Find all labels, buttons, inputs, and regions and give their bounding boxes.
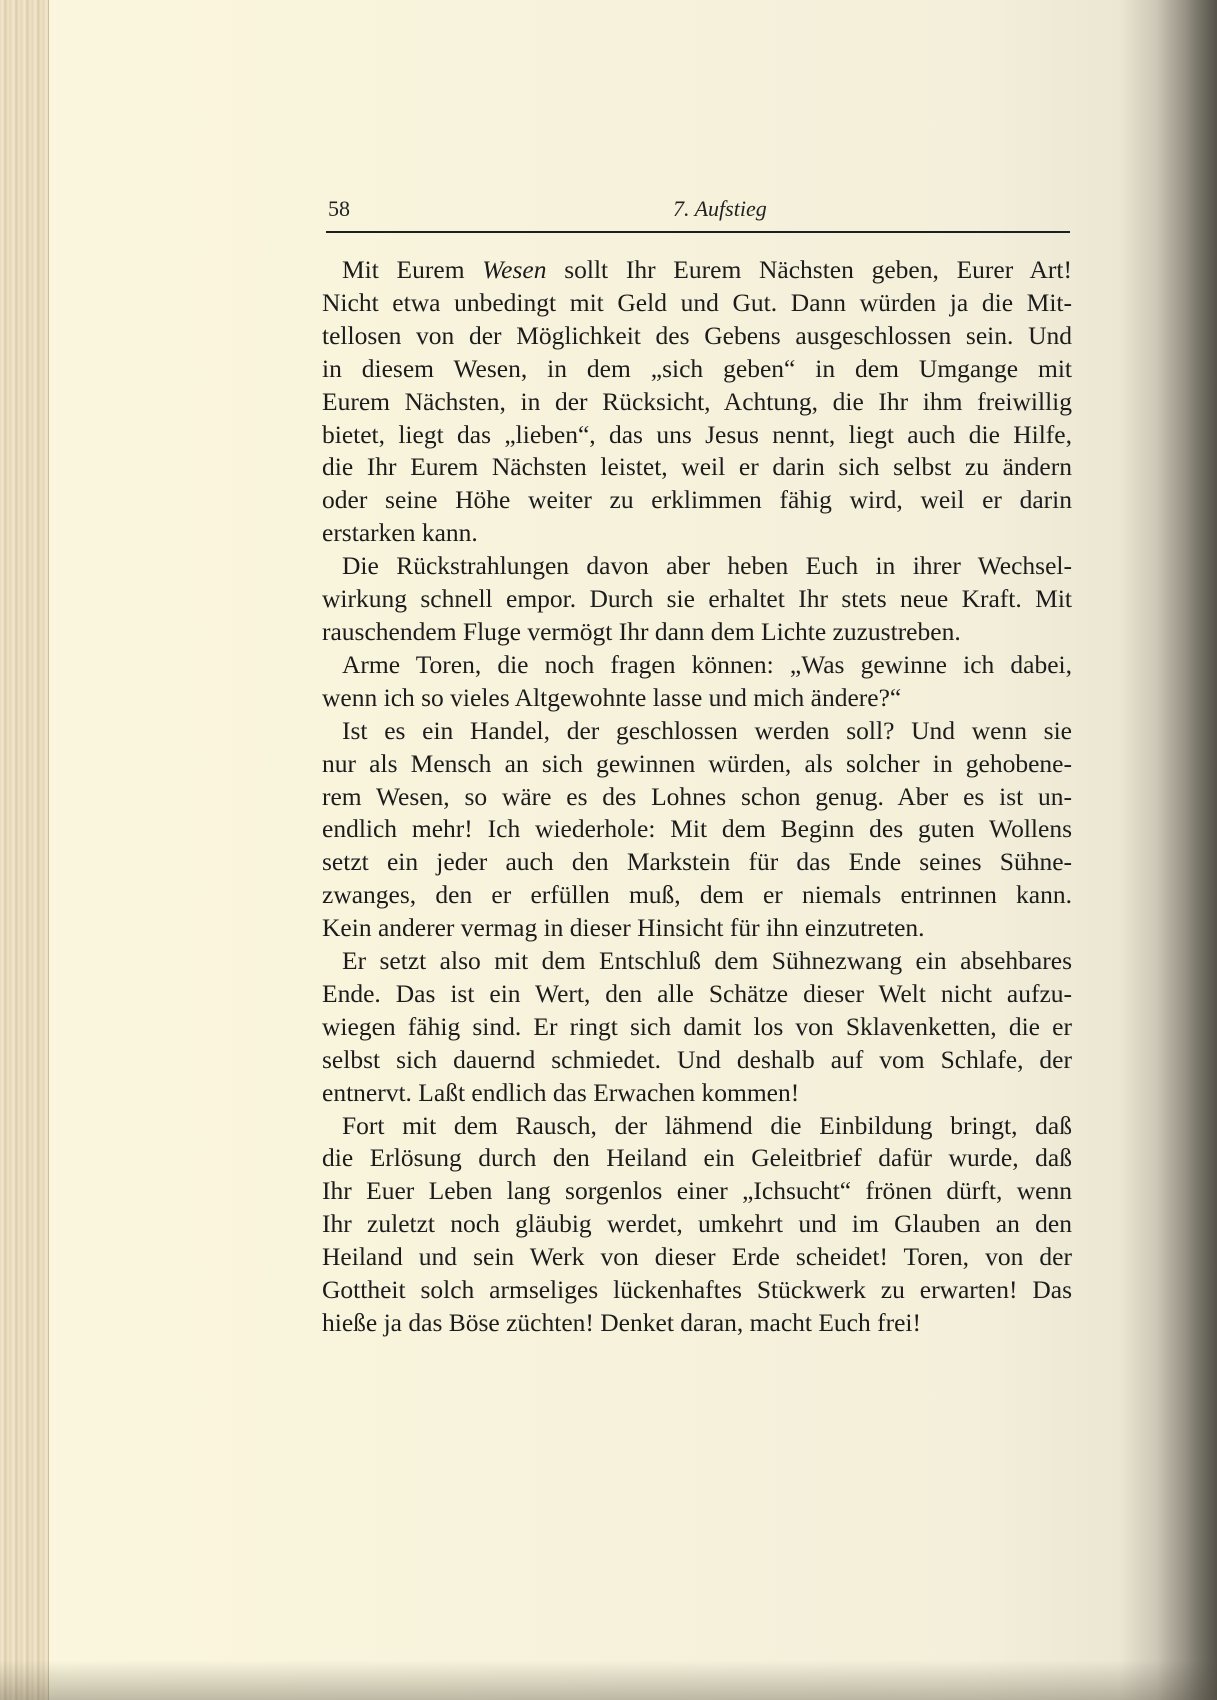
paragraph (322, 715, 1072, 945)
text-line: Nicht etwa unbedingt mit Geld und Gut. Dann würden ja die Mit- (322, 287, 1072, 317)
text-line: hieße ja das Böse züchten! Denket daran, macht Euch frei! (322, 1308, 921, 1337)
paragraph (322, 254, 1072, 550)
text-line: Fort mit dem Rausch, der lähmend die Einbildung bringt, daß (342, 1110, 1072, 1140)
text-line: Mit Eurem Wesen sollt Ihr Eurem Nächsten geben, Eurer Art! (342, 255, 1072, 284)
text-line: Arme Toren, die noch fragen können: „Was gewinne ich dabei, (342, 649, 1072, 679)
paragraph (322, 550, 1072, 649)
text-line: Gottheit solch armseliges lückenhaftes Stückwerk zu erwarten! Das (322, 1275, 1072, 1305)
text-line: wiegen fähig sind. Er ringt sich damit los von Sklavenketten, die er (322, 1011, 1072, 1041)
text-line: endlich mehr! Ich wiederhole: Mit dem Beginn des guten Wollens (322, 814, 1072, 844)
text-line: rem Wesen, so wäre es des Lohnes schon genug. Aber es ist un- (322, 781, 1072, 811)
bottom-shadow (0, 1660, 1217, 1700)
page-stack-edge (0, 0, 49, 1700)
text-line: die Ihr Eurem Nächsten leistet, weil er darin sich selbst zu ändern (322, 452, 1072, 482)
emphasized-word: Wesen (482, 255, 547, 284)
text-line: entnervt. Laßt endlich das Erwachen kommen! (322, 1077, 800, 1107)
page-number: 58 (328, 196, 350, 221)
header-rule (326, 231, 1070, 233)
text-line: tellosen von der Möglichkeit des Gebens ausgeschlossen sein. Und (322, 320, 1072, 350)
text-line: erstarken kann. (322, 518, 478, 548)
text-line: Ende. Das ist ein Wert, den alle Schätze dieser Welt nicht aufzu- (322, 978, 1072, 1008)
paragraph (322, 649, 1072, 715)
text-line: die Erlösung durch den Heiland ein Geleitbrief dafür wurde, daß (322, 1143, 1072, 1173)
text-line: Heiland und sein Werk von dieser Erde scheidet! Toren, von der (322, 1242, 1072, 1272)
text-line: setzt ein jeder auch den Markstein für das Ende seines Sühne- (322, 847, 1072, 877)
paragraph (322, 1110, 1072, 1340)
running-header (328, 196, 1070, 226)
text-line: oder seine Höhe weiter zu erklimmen fähig wird, weil er darin (322, 485, 1072, 515)
paragraph (322, 945, 1072, 1110)
text-line: zwanges, den er erfüllen muß, dem er niemals entrinnen kann. (322, 880, 1072, 910)
text-line: rauschendem Fluge vermögt Ihr dann dem Lichte zuzustreben. (322, 616, 961, 646)
text-line: Ihr zuletzt noch gläubig werdet, umkehrt und im Glauben an den (322, 1209, 1072, 1239)
body-text (322, 254, 1072, 1340)
text-line: Die Rückstrahlungen davon aber heben Euch in ihrer Wechsel- (342, 551, 1072, 581)
text-line: nur als Mensch an sich gewinnen würden, als solcher in gehobene- (322, 748, 1072, 778)
chapter-title: 7. Aufstieg (673, 196, 767, 221)
text-line: Ist es ein Handel, der geschlossen werden soll? Und wenn sie (342, 715, 1072, 745)
text-line: Er setzt also mit dem Entschluß dem Sühnezwang ein absehbares (342, 946, 1072, 976)
text-line: wenn ich so vieles Altgewohnte lasse und mich ändere?“ (322, 682, 902, 712)
text-line: in diesem Wesen, in dem „sich geben“ in dem Umgange mit (322, 353, 1072, 383)
text-line: selbst sich dauernd schmiedet. Und deshalb auf vom Schlafe, der (322, 1044, 1072, 1074)
binding-shadow (1157, 0, 1217, 1700)
text-line: wirkung schnell empor. Durch sie erhaltet Ihr stets neue Kraft. Mit (322, 584, 1072, 614)
text-line: bietet, liegt das „lieben“, das uns Jesus nennt, liegt auch die Hilfe, (322, 419, 1072, 449)
text-line: Ihr Euer Leben lang sorgenlos einer „Ichsucht“ frönen dürft, wenn (322, 1176, 1072, 1206)
text-line: Kein anderer vermag in dieser Hinsicht für ihn einzutreten. (322, 913, 925, 943)
text-line: Eurem Nächsten, in der Rücksicht, Achtung, die Ihr ihm freiwillig (322, 386, 1072, 416)
